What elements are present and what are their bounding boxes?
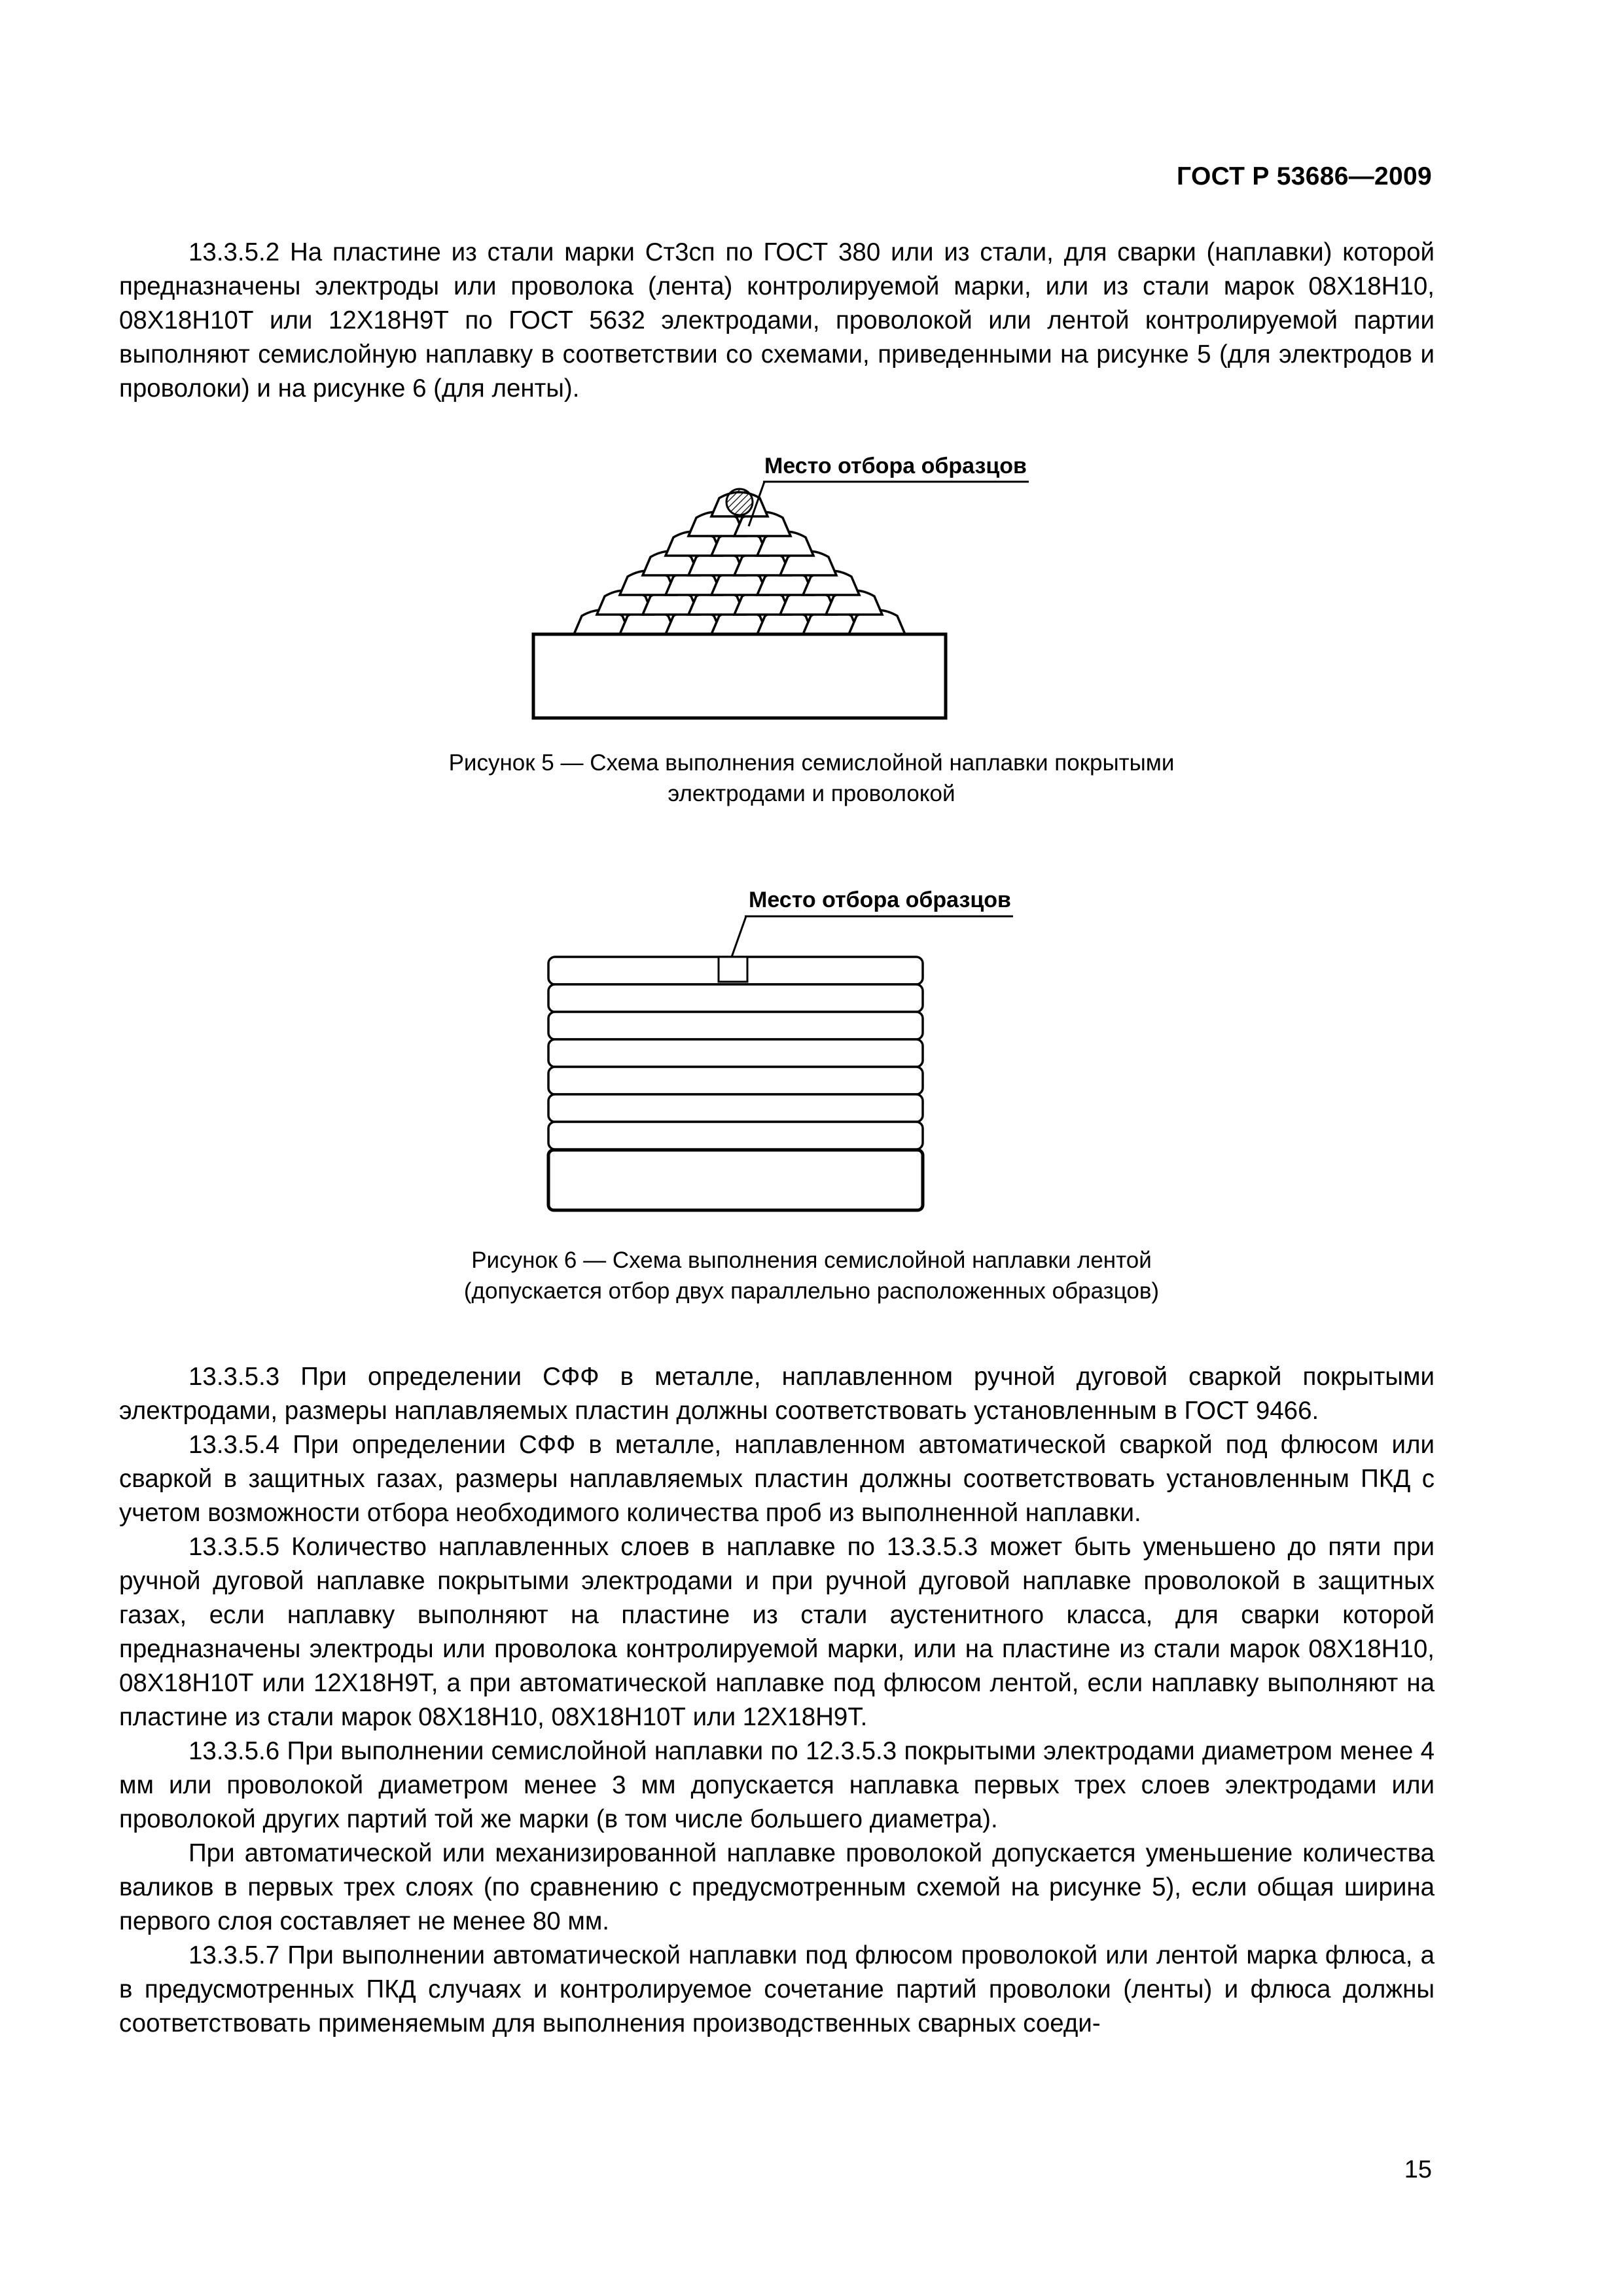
document-header: ГОСТ Р 53686—2009 — [1177, 162, 1432, 190]
callout-leader — [732, 916, 746, 957]
strip-layers — [548, 957, 923, 1149]
strip-layer — [548, 1067, 923, 1094]
figure-5-caption — [0, 747, 1623, 809]
base-plate — [548, 1150, 923, 1210]
strip-layer — [548, 1039, 923, 1067]
figure-6-caption — [0, 1245, 1623, 1306]
paragraph-13-3-5-7: 13.3.5.7 При выполнении автоматической наплавки под флюсом проволокой или лентой марка флюса, а в предусмотренных ПКД случаях и контролируемое сочетание партий проволоки (ленты) и флюса должны соответствовать применяемым для выполнения производственных сварных соеди- — [119, 1941, 1435, 2037]
figure-5-caption-line-1: Рисунок 5 — Схема выполнения семислойной наплавки покрытыми — [448, 750, 1175, 776]
figure-6-caption-line-1: Рисунок 6 — Схема выполнения семислойной наплавки лентой — [471, 1247, 1152, 1273]
figure-6 — [0, 864, 1623, 1309]
base-plate — [533, 634, 946, 718]
paragraph-13-3-5-6: 13.3.5.6 При выполнении семислойной наплавки по 12.3.5.3 покрытыми электродами диаметром менее 4 мм или проволокой диаметром менее 3 мм допускается наплавка первых трех слоев электродами или проволокой других партий той же марки (в том числе большего диаметра). — [119, 1737, 1435, 1833]
paragraph-13-3-5-4: 13.3.5.4 При определении СФФ в металле, наплавленном автоматической сваркой под флюсом или сваркой в защитных газах, размеры наплавляемых пластин должны соответствовать установленным ПКД с учетом возможности отбора необходимого количества проб из выполненной наплавки. — [119, 1431, 1435, 1527]
figure-6-diagram — [0, 864, 1623, 1309]
figure-6-caption-line-2: (допускается отбор двух параллельно расположенных образцов) — [463, 1278, 1160, 1304]
sample-location-marker — [726, 489, 753, 515]
figure-5 — [0, 432, 1623, 825]
page-number: 15 — [1404, 2156, 1432, 2183]
sample-location-marker — [719, 957, 747, 982]
body-text-block — [119, 1360, 1435, 2041]
callout-label: Место отбора образцов — [764, 454, 1027, 478]
strip-layer — [548, 984, 923, 1012]
callout-label: Место отбора образцов — [749, 888, 1011, 912]
paragraph-13-3-5-5: 13.3.5.5 Количество наплавленных слоев в наплавке по 13.3.5.3 может быть уменьшено до пяти при ручной дуговой наплавке покрытыми электродами и при ручной дуговой наплавке проволокой в защитных газах, если наплавку выполняют на пластине из стали аустенитного класса, для сварки которой предназначены электроды или проволока контролируемой марки, или на пластине из стали марок 08Х18Н10, 08Х18Н10Т или 12Х18Н9Т, а при автоматической наплавке под флюсом лентой, если наплавку выполняют на пластине из стали марок 08Х18Н10, 08Х18Н10Т или 12Х18Н9Т. — [119, 1533, 1435, 1731]
strip-layer — [548, 1012, 923, 1039]
weld-beads — [574, 489, 905, 634]
paragraph-13-3-5-3: 13.3.5.3 При определении СФФ в металле, наплавленном ручной дуговой сваркой покрытыми электродами, размеры наплавляемых пластин должны соответствовать установленным в ГОСТ 9466. — [119, 1363, 1435, 1425]
strip-layer — [548, 1122, 923, 1149]
strip-layer — [548, 1094, 923, 1122]
paragraph-13-3-5-2: 13.3.5.2 На пластине из стали марки Ст3сп по ГОСТ 380 или из стали, для сварки (наплавки) которой предназначены электроды или проволока (лента) контролируемой марки, или из стали марок 08Х18Н10, 08Х18Н10Т или 12Х18Н9Т по ГОСТ 5632 электродами, проволокой или лентой контролируемой партии выполняют семислойную наплавку в соответствии со схемами, приведенными на рисунке 5 (для электродов и проволоки) и на рисунке 6 (для ленты). — [119, 238, 1435, 403]
paragraph-13-3-5-6-note: При автоматической или механизированной наплавке проволокой допускается уменьшение количества валиков в первых трех слоях (по сравнению с предусмотренным схемой на рисунке 5), если общая ширина первого слоя составляет не менее 80 мм. — [119, 1839, 1435, 1935]
intro-text-block — [119, 236, 1435, 406]
figure-5-caption-line-2: электродами и проволокой — [668, 781, 955, 806]
